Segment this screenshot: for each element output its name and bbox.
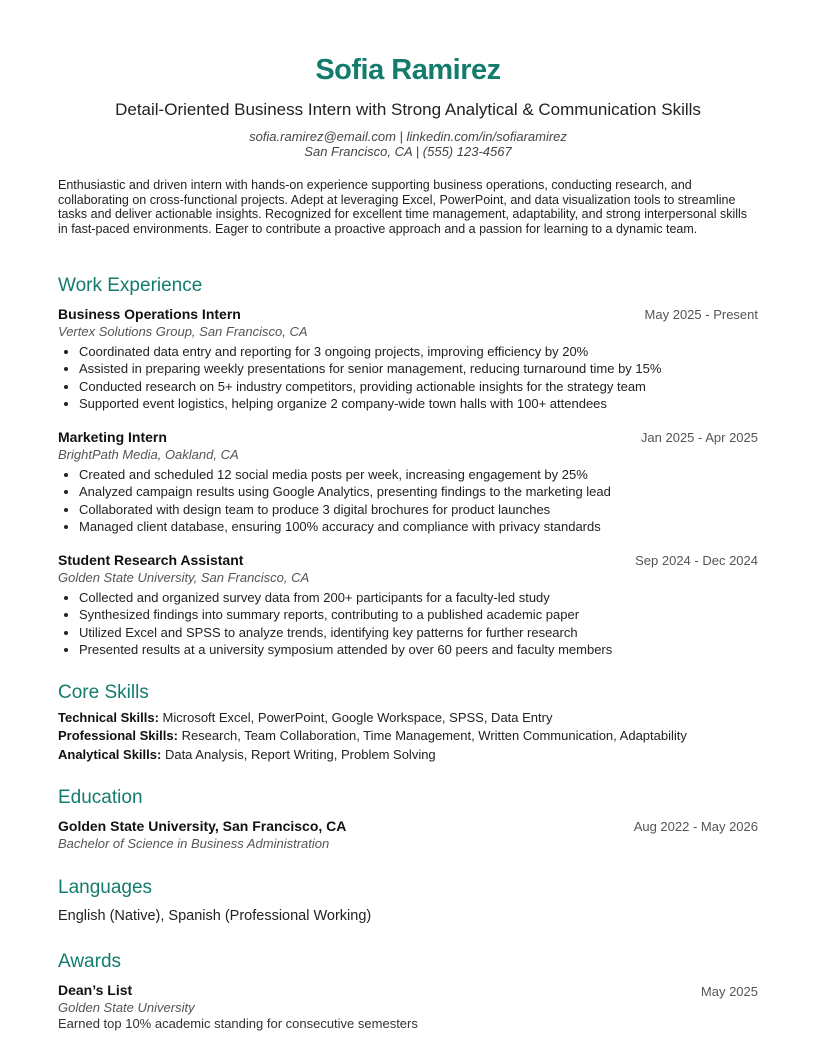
job-bullet: • Conducted research on 5+ industry competitors, providing actionable insights for the strategy team [79, 378, 758, 395]
job-company: Vertex Solutions Group, San Francisco, CA [58, 324, 308, 339]
candidate-headline: Detail-Oriented Business Intern with Strong Analytical & Communication Skills [115, 100, 701, 119]
job-dates: Sep 2024 - Dec 2024 [635, 553, 758, 568]
contact-line-location-phone: San Francisco, CA | (555) 123-4567 [304, 144, 512, 159]
job-bullets [58, 589, 758, 658]
job-bullet: • Utilized Excel and SPSS to analyze trends, identifying key patterns for further research [79, 624, 758, 641]
skill-value: Research, Team Collaboration, Time Management, Written Communication, Adaptability [181, 728, 687, 743]
section-title-education: Education [58, 787, 143, 808]
section-title-work-experience: Work Experience [58, 275, 203, 296]
job-dates: May 2025 - Present [644, 307, 758, 322]
job-title: Student Research Assistant [58, 552, 244, 568]
skill-value: Microsoft Excel, PowerPoint, Google Workspace, SPSS, Data Entry [162, 710, 553, 725]
professional-summary: Enthusiastic and driven intern with hands-on experience supporting business operations, conducting research, and collaborating on cross-functional projects. Adept at leveraging Excel, PowerPoint, and data visualization tools to streamline tasks and deliver actionable insights. Recognized for excellent time management, adaptability, and strong interpersonal skills in fast-paced environments. Eager to contribute a proactive approach and a passion for learning to a dynamic team. [58, 178, 748, 236]
contact-line-email-linkedin: sofia.ramirez@email.com | linkedin.com/in/sofiaramirez [249, 129, 567, 144]
skill-label: Analytical Skills: [58, 747, 162, 762]
job-bullet: • Created and scheduled 12 social media posts per week, increasing engagement by 25% [79, 466, 758, 483]
job-company: Golden State University, San Francisco, CA [58, 570, 310, 585]
skill-line-technical [58, 709, 552, 726]
job-bullet: • Supported event logistics, helping organize 2 company-wide town halls with 100+ attendees [79, 395, 758, 412]
job-bullet: • Analyzed campaign results using Google Analytics, presenting findings to the marketing lead [79, 483, 758, 500]
section-title-core-skills: Core Skills [58, 682, 149, 703]
job-bullet: • Managed client database, ensuring 100% accuracy and compliance with privacy standards [79, 518, 758, 535]
job-bullets [58, 466, 758, 535]
languages-list: English (Native), Spanish (Professional Working) [58, 908, 372, 924]
job-bullet: • Collaborated with design team to produce 3 digital brochures for product launches [79, 501, 758, 518]
job-company: BrightPath Media, Oakland, CA [58, 447, 239, 462]
education-dates: Aug 2022 - May 2026 [633, 819, 758, 834]
award-organization: Golden State University [58, 1000, 195, 1015]
skill-value: Data Analysis, Report Writing, Problem Solving [164, 747, 436, 762]
job-bullet: • Collected and organized survey data from 200+ participants for a faculty-led study [79, 589, 758, 606]
skill-line-professional [58, 727, 687, 744]
award-dates: May 2025 [700, 984, 758, 999]
job-bullets [58, 343, 758, 412]
award-name: Dean’s List [58, 982, 133, 998]
job-title: Business Operations Intern [58, 306, 241, 322]
skill-line-analytical [58, 746, 436, 763]
award-description: Earned top 10% academic standing for consecutive semesters [58, 1016, 418, 1031]
education-school: Golden State University, San Francisco, CA [58, 818, 347, 834]
job-title: Marketing Intern [58, 429, 167, 445]
education-degree: Bachelor of Science in Business Administration [58, 836, 330, 851]
section-title-languages: Languages [58, 877, 153, 898]
job-bullet: • Presented results at a university symposium attended by over 60 peers and faculty members [79, 641, 758, 658]
section-title-awards: Awards [58, 951, 122, 972]
skill-label: Technical Skills: [58, 710, 159, 725]
skill-label: Professional Skills: [58, 728, 178, 743]
job-bullet: • Synthesized findings into summary reports, contributing to a published academic paper [79, 606, 758, 623]
candidate-name: Sofia Ramirez [315, 54, 501, 86]
job-bullet: • Assisted in preparing weekly presentations for senior management, reducing turnaround time by 15% [79, 360, 758, 377]
job-bullet: • Coordinated data entry and reporting for 3 ongoing projects, improving efficiency by 20% [79, 343, 758, 360]
job-dates: Jan 2025 - Apr 2025 [640, 430, 758, 445]
